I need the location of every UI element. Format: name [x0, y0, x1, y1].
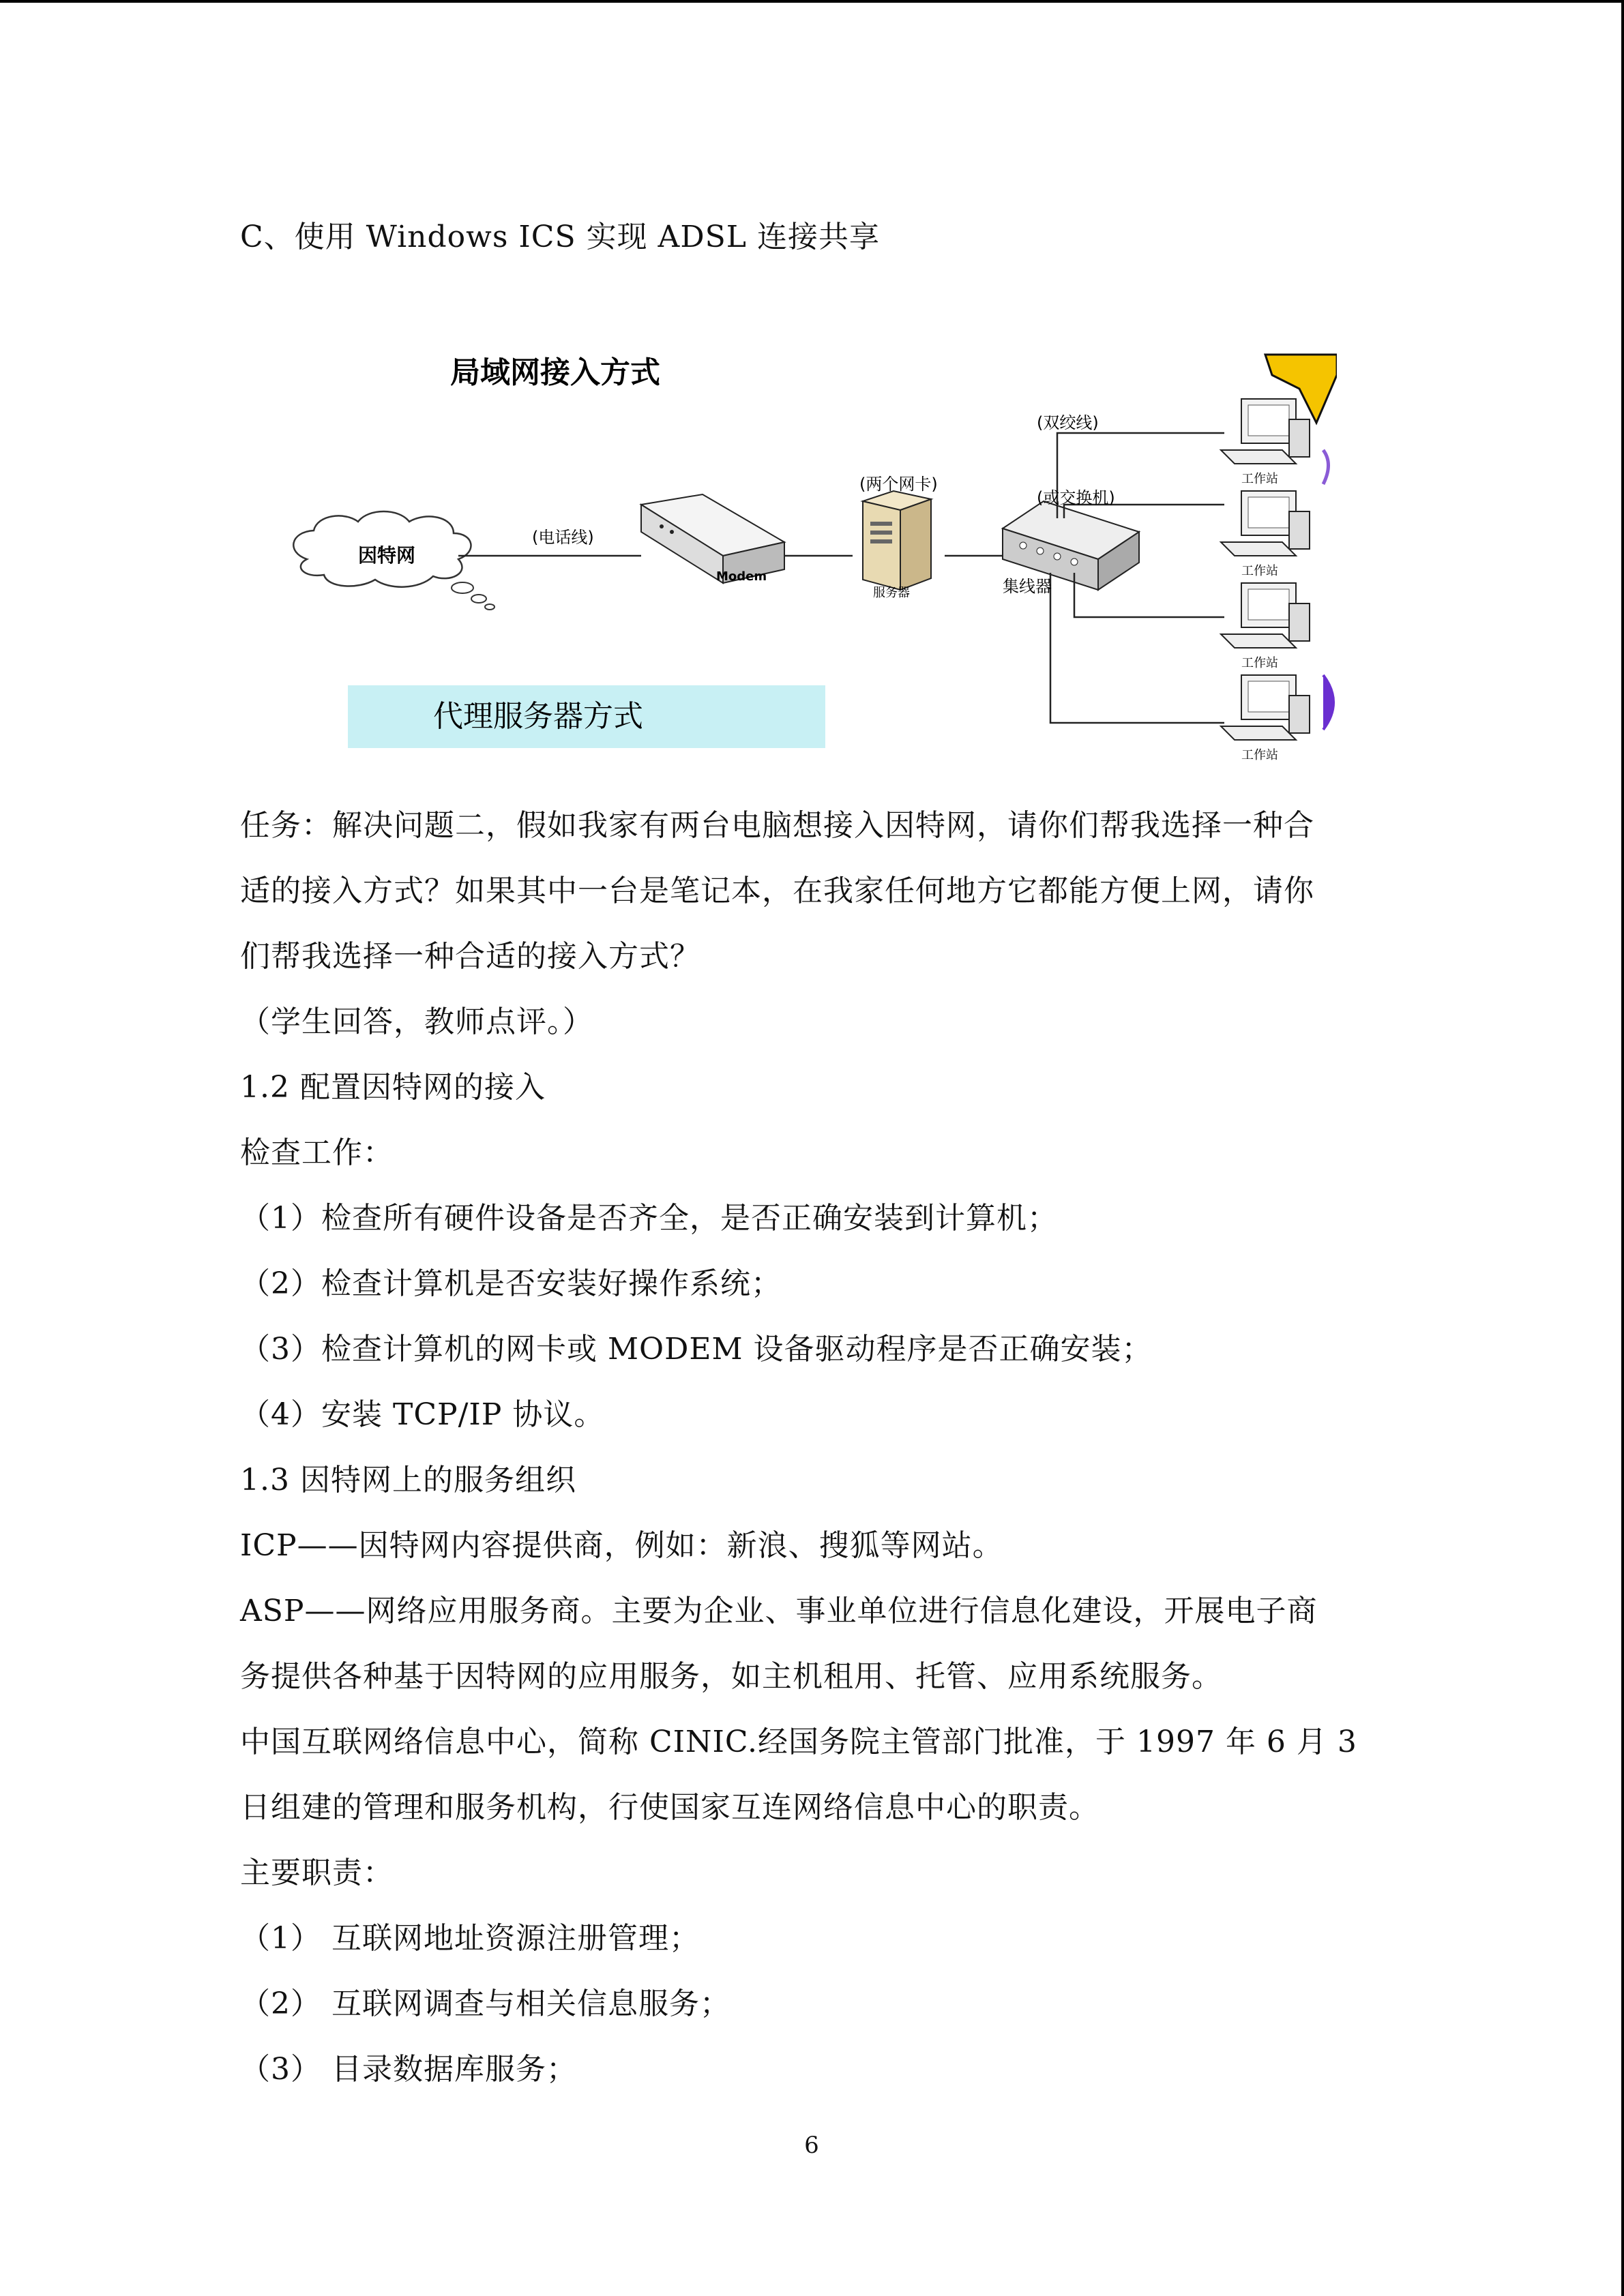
task-line-2: 适的接入方式？如果其中一台是笔记本，在我家任何地方它都能方便上网，请你: [240, 874, 1314, 908]
switch-label: (或交换机): [1037, 488, 1115, 507]
check-item-1: （1）检查所有硬件设备是否齐全，是否正确安装到计算机；: [240, 1201, 1058, 1236]
modem-label: Modem: [716, 569, 767, 584]
check-item-4: （4）安装 TCP/IP 协议。: [240, 1397, 605, 1432]
duty-item-1: （1） 互联网地址资源注册管理；: [240, 1921, 700, 1956]
diagram-title: 局域网接入方式: [450, 355, 660, 390]
page-right-border: [1621, 0, 1624, 2296]
duties-label: 主要职责：: [240, 1855, 394, 1890]
workstation-icon-2: [1221, 491, 1310, 556]
task-line-3: 们帮我选择一种合适的接入方式？: [240, 939, 700, 974]
page-top-border: [0, 0, 1624, 3]
check-label: 检查工作：: [240, 1135, 394, 1170]
diagram-caption: 代理服务器方式: [348, 685, 825, 748]
section-1-2-title: 1.2 配置因特网的接入: [240, 1070, 546, 1105]
workstation-icon-3: [1221, 583, 1310, 648]
twisted-pair-label: (双绞线): [1037, 413, 1099, 432]
phone-line-label: (电话线): [532, 528, 594, 547]
check-item-2: （2）检查计算机是否安装好操作系统；: [240, 1266, 782, 1301]
workstation-icon-4: [1221, 675, 1310, 740]
hub-label: 集线器: [1003, 577, 1052, 596]
task-line-4: （学生回答，教师点评。）: [240, 1004, 593, 1039]
cnnic-line-1: 中国互联网络信息中心，简称 CINIC.经国务院主管部门批准，于 1997 年 6 月 3: [240, 1725, 1357, 1759]
heading-c: C、使用 Windows ICS 实现 ADSL 连接共享: [240, 220, 880, 254]
cnnic-line-2: 日组建的管理和服务机构，行使国家互连网络信息中心的职责。: [240, 1790, 1099, 1825]
internet-label: 因特网: [358, 544, 416, 567]
workstation-label-4: 工作站: [1241, 748, 1278, 762]
icp-line: ICP——因特网内容提供商，例如：新浪、搜狐等网站。: [240, 1528, 1003, 1563]
two-nic-label: (两个网卡): [859, 475, 938, 494]
lan-access-diagram: [280, 348, 1337, 771]
asp-line-2: 务提供各种基于因特网的应用服务，如主机租用、托管、应用系统服务。: [240, 1659, 1222, 1694]
duty-item-2: （2） 互联网调查与相关信息服务；: [240, 1986, 730, 2021]
workstation-label-2: 工作站: [1241, 564, 1278, 578]
workstation-icon-1: [1221, 399, 1310, 464]
server-icon: [863, 491, 931, 590]
check-item-3: （3）检查计算机的网卡或 MODEM 设备驱动程序是否正确安装；: [240, 1332, 1153, 1367]
task-line-1: 任务：解决问题二，假如我家有两台电脑想接入因特网，请你们帮我选择一种合: [240, 808, 1314, 843]
section-1-3-title: 1.3 因特网上的服务组织: [240, 1463, 576, 1497]
server-label: 服务器: [873, 586, 910, 600]
page-number: 6: [804, 2132, 819, 2159]
duty-item-3: （3） 目录数据库服务；: [240, 2052, 577, 2087]
workstation-label-1: 工作站: [1241, 472, 1278, 486]
asp-line-1: ASP——网络应用服务商。主要为企业、事业单位进行信息化建设，开展电子商: [240, 1594, 1318, 1628]
workstation-label-3: 工作站: [1241, 656, 1278, 670]
